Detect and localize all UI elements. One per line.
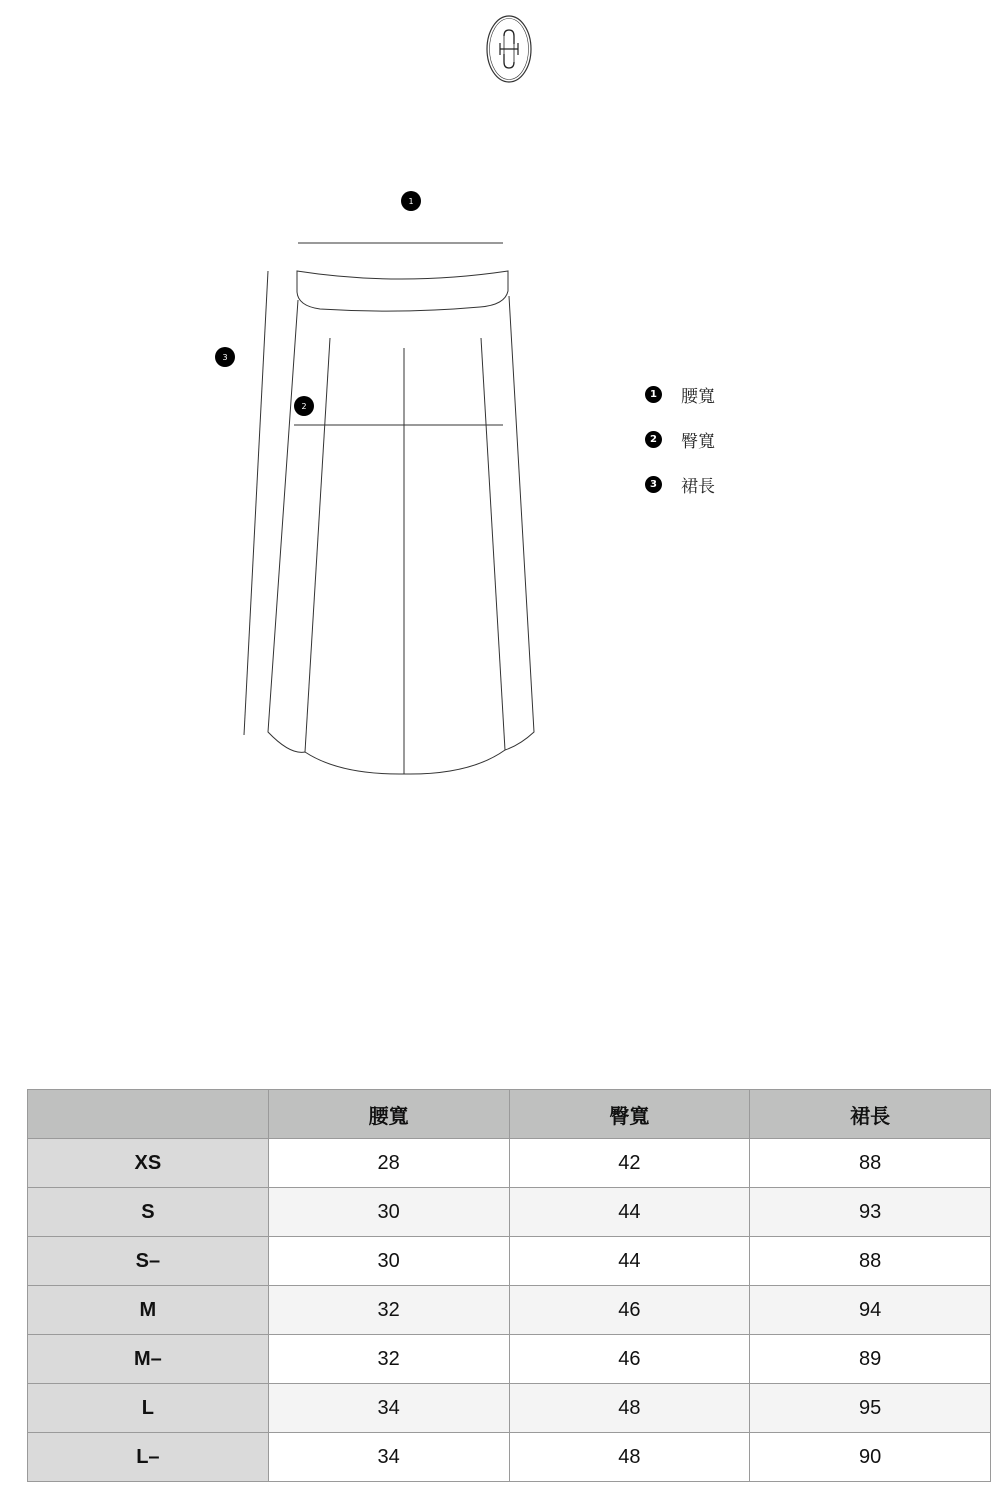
size-label: M– [28, 1335, 269, 1384]
length-value: 95 [750, 1384, 991, 1433]
marker-hip [294, 396, 314, 416]
column-header-hip: 臀寬 [509, 1090, 750, 1139]
marker-length-number: 3 [222, 353, 228, 362]
table-corner-cell [28, 1090, 269, 1139]
marker-waist-number: 1 [408, 197, 414, 206]
waist-value: 28 [268, 1139, 509, 1188]
size-label: S– [28, 1237, 269, 1286]
table-row [28, 1433, 991, 1482]
legend-badge: 2 [645, 431, 662, 448]
length-value: 88 [750, 1139, 991, 1188]
table-row [28, 1384, 991, 1433]
legend-badge: 3 [645, 476, 662, 493]
waist-value: 30 [268, 1188, 509, 1237]
hip-value: 44 [509, 1188, 750, 1237]
hip-value: 46 [509, 1286, 750, 1335]
marker-waist [401, 191, 421, 211]
waist-value: 30 [268, 1237, 509, 1286]
length-value: 93 [750, 1188, 991, 1237]
length-value: 88 [750, 1237, 991, 1286]
size-label: M [28, 1286, 269, 1335]
table-row [28, 1286, 991, 1335]
skirt-waistband [297, 271, 508, 311]
size-chart-table [27, 1089, 991, 1482]
size-label: S [28, 1188, 269, 1237]
legend-item-length [645, 462, 845, 507]
legend-label: 腰寬 [681, 387, 715, 407]
column-header-waist: 腰寬 [268, 1090, 509, 1139]
marker-hip-number: 2 [301, 402, 307, 411]
table-row [28, 1237, 991, 1286]
legend-badge: 1 [645, 386, 662, 403]
hip-value: 44 [509, 1237, 750, 1286]
waist-value: 32 [268, 1286, 509, 1335]
legend-label: 裙長 [681, 477, 715, 497]
length-value: 90 [750, 1433, 991, 1482]
table-row [28, 1188, 991, 1237]
table-row [28, 1139, 991, 1188]
legend-item-waist [645, 372, 845, 417]
length-measure-line [244, 271, 268, 735]
size-label: XS [28, 1139, 269, 1188]
column-header-length: 裙長 [750, 1090, 991, 1139]
measurement-legend [645, 372, 845, 507]
hip-value: 48 [509, 1433, 750, 1482]
hip-value: 46 [509, 1335, 750, 1384]
waist-value: 34 [268, 1433, 509, 1482]
hip-value: 48 [509, 1384, 750, 1433]
legend-label: 臀寬 [681, 432, 715, 452]
size-label: L– [28, 1433, 269, 1482]
length-value: 94 [750, 1286, 991, 1335]
legend-item-hip [645, 417, 845, 462]
table-header-row [28, 1090, 991, 1139]
size-label: L [28, 1384, 269, 1433]
skirt-seam-right [481, 338, 505, 750]
marker-length [215, 347, 235, 367]
hip-value: 42 [509, 1139, 750, 1188]
waist-value: 32 [268, 1335, 509, 1384]
length-value: 89 [750, 1335, 991, 1384]
table-row [28, 1335, 991, 1384]
waist-value: 34 [268, 1384, 509, 1433]
